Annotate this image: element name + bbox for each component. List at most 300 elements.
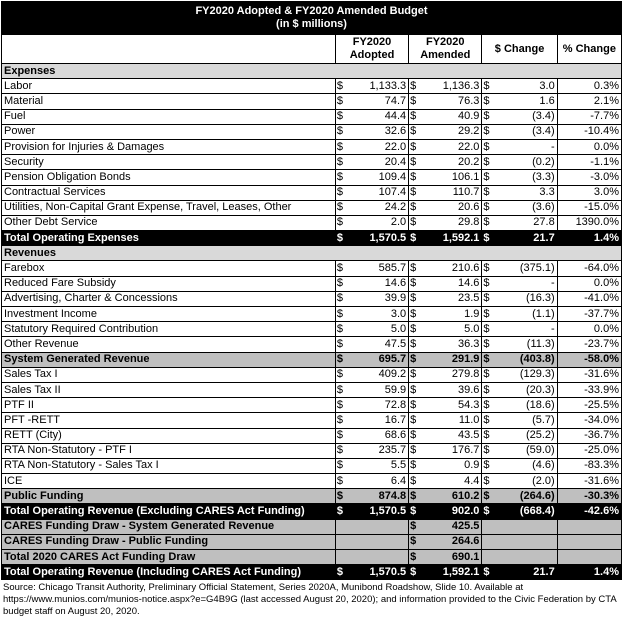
row-label: Other Revenue bbox=[2, 337, 336, 352]
adopted-value: 59.9 bbox=[349, 382, 409, 397]
pct-change-value: 3.0% bbox=[557, 185, 621, 200]
amended-value: 279.8 bbox=[422, 367, 482, 382]
currency-symbol: $ bbox=[482, 215, 495, 230]
change-value: (3.3) bbox=[495, 170, 557, 185]
amended-value: 5.0 bbox=[422, 322, 482, 337]
row-label: Provision for Injuries & Damages bbox=[2, 139, 336, 154]
row-label: System Generated Revenue bbox=[2, 352, 336, 367]
expense-row bbox=[2, 109, 622, 124]
currency-symbol: $ bbox=[482, 337, 495, 352]
amended-value: 291.9 bbox=[422, 352, 482, 367]
change-value: (375.1) bbox=[495, 261, 557, 276]
currency-symbol: $ bbox=[335, 428, 348, 443]
header-amended: FY2020 Amended bbox=[409, 35, 482, 64]
amended-value: 39.6 bbox=[422, 382, 482, 397]
pct-change-value: -33.9% bbox=[557, 382, 621, 397]
currency-symbol: $ bbox=[409, 94, 422, 109]
currency-symbol: $ bbox=[482, 428, 495, 443]
revenue-row bbox=[2, 443, 622, 458]
total-revenue-including-cares-row bbox=[2, 565, 622, 580]
change-value: 3.3 bbox=[495, 185, 557, 200]
revenue-row bbox=[2, 367, 622, 382]
currency-symbol: $ bbox=[482, 185, 495, 200]
cares-public-funding-row bbox=[2, 534, 622, 549]
currency-symbol: $ bbox=[482, 79, 495, 94]
currency-symbol: $ bbox=[335, 382, 348, 397]
currency-symbol bbox=[482, 519, 495, 534]
amended-value: 610.2 bbox=[422, 489, 482, 504]
amended-value: 76.3 bbox=[422, 94, 482, 109]
revenue-row bbox=[2, 291, 622, 306]
pct-change-value: 0.0% bbox=[557, 139, 621, 154]
currency-symbol: $ bbox=[409, 534, 422, 549]
currency-symbol: $ bbox=[482, 109, 495, 124]
currency-symbol: $ bbox=[482, 398, 495, 413]
adopted-value: 20.4 bbox=[349, 155, 409, 170]
currency-symbol: $ bbox=[409, 124, 422, 139]
change-value: 1.6 bbox=[495, 94, 557, 109]
row-label: Labor bbox=[2, 79, 336, 94]
expense-row bbox=[2, 94, 622, 109]
amended-value: 176.7 bbox=[422, 443, 482, 458]
currency-symbol: $ bbox=[482, 413, 495, 428]
currency-symbol: $ bbox=[409, 367, 422, 382]
change-value: (2.0) bbox=[495, 474, 557, 489]
expense-row bbox=[2, 155, 622, 170]
currency-symbol: $ bbox=[482, 474, 495, 489]
currency-symbol: $ bbox=[409, 276, 422, 291]
currency-symbol: $ bbox=[482, 352, 495, 367]
pct-change-value: 0.3% bbox=[557, 79, 621, 94]
adopted-value: 22.0 bbox=[349, 139, 409, 154]
change-value: - bbox=[495, 276, 557, 291]
row-label: Advertising, Charter & Concessions bbox=[2, 291, 336, 306]
row-label: PFT -RETT bbox=[2, 413, 336, 428]
currency-symbol: $ bbox=[335, 322, 348, 337]
pct-change-value: -34.0% bbox=[557, 413, 621, 428]
adopted-value: 32.6 bbox=[349, 124, 409, 139]
amended-value: 43.5 bbox=[422, 428, 482, 443]
adopted-value: 1,133.3 bbox=[349, 79, 409, 94]
revenue-row bbox=[2, 261, 622, 276]
currency-symbol: $ bbox=[409, 337, 422, 352]
currency-symbol: $ bbox=[409, 79, 422, 94]
source-note: Source: Chicago Transit Authority, Preliminary Official Statement, Series 2020A, Munibond Roadshow, Slide 10. Available at https://www.munios.com/munios-notice.aspx?e=G4B9G (last accessed August 20, 2020); and information provided to the Civic Federation by CTA budget staff on August 20, 2020. bbox=[3, 582, 617, 618]
currency-symbol bbox=[482, 550, 495, 565]
row-label: Statutory Required Contribution bbox=[2, 322, 336, 337]
row-label: Farebox bbox=[2, 261, 336, 276]
currency-symbol: $ bbox=[409, 307, 422, 322]
adopted-value: 1,570.5 bbox=[349, 565, 409, 580]
revenues-section-header-label: Revenues bbox=[2, 246, 622, 261]
currency-symbol: $ bbox=[409, 519, 422, 534]
currency-symbol: $ bbox=[482, 276, 495, 291]
change-value: (403.8) bbox=[495, 352, 557, 367]
header-pct-change: % Change bbox=[557, 35, 621, 64]
currency-symbol: $ bbox=[409, 565, 422, 580]
change-value: - bbox=[495, 322, 557, 337]
change-value bbox=[495, 519, 557, 534]
expense-row bbox=[2, 185, 622, 200]
change-value: 21.7 bbox=[495, 565, 557, 580]
pct-change-value: -37.7% bbox=[557, 307, 621, 322]
adopted-value bbox=[349, 550, 409, 565]
currency-symbol: $ bbox=[482, 139, 495, 154]
currency-symbol: $ bbox=[335, 489, 348, 504]
amended-value: 1,136.3 bbox=[422, 79, 482, 94]
header-blank bbox=[2, 35, 336, 64]
currency-symbol: $ bbox=[409, 550, 422, 565]
adopted-value bbox=[349, 519, 409, 534]
amended-value: 106.1 bbox=[422, 170, 482, 185]
change-value: (20.3) bbox=[495, 382, 557, 397]
adopted-value: 1,570.5 bbox=[349, 231, 409, 246]
currency-symbol: $ bbox=[409, 382, 422, 397]
currency-symbol: $ bbox=[482, 443, 495, 458]
currency-symbol: $ bbox=[482, 94, 495, 109]
revenues-section-header bbox=[2, 246, 622, 261]
title-line-2: (in $ millions) bbox=[276, 18, 347, 30]
adopted-value: 44.4 bbox=[349, 109, 409, 124]
pct-change-value: 0.0% bbox=[557, 322, 621, 337]
change-value: (0.2) bbox=[495, 155, 557, 170]
row-label: Contractual Services bbox=[2, 185, 336, 200]
currency-symbol: $ bbox=[409, 352, 422, 367]
currency-symbol: $ bbox=[335, 291, 348, 306]
change-value: - bbox=[495, 139, 557, 154]
pct-change-value: -83.3% bbox=[557, 458, 621, 473]
pct-change-value: -25.5% bbox=[557, 398, 621, 413]
currency-symbol: $ bbox=[409, 458, 422, 473]
currency-symbol: $ bbox=[335, 79, 348, 94]
adopted-value: 3.0 bbox=[349, 307, 409, 322]
currency-symbol: $ bbox=[482, 367, 495, 382]
amended-value: 23.5 bbox=[422, 291, 482, 306]
change-value: (16.3) bbox=[495, 291, 557, 306]
amended-value: 1.9 bbox=[422, 307, 482, 322]
amended-value: 14.6 bbox=[422, 276, 482, 291]
pct-change-value: -58.0% bbox=[557, 352, 621, 367]
amended-value: 29.2 bbox=[422, 124, 482, 139]
currency-symbol: $ bbox=[482, 489, 495, 504]
revenue-row bbox=[2, 413, 622, 428]
revenue-row bbox=[2, 458, 622, 473]
pct-change-value: 1390.0% bbox=[557, 215, 621, 230]
row-label: RTA Non-Statutory - PTF I bbox=[2, 443, 336, 458]
change-value: (4.6) bbox=[495, 458, 557, 473]
adopted-value: 1,570.5 bbox=[349, 504, 409, 519]
currency-symbol: $ bbox=[409, 322, 422, 337]
row-label: Total Operating Revenue (Excluding CARES Act Funding) bbox=[2, 504, 336, 519]
amended-value: 210.6 bbox=[422, 261, 482, 276]
row-label: Security bbox=[2, 155, 336, 170]
currency-symbol: $ bbox=[409, 170, 422, 185]
pct-change-value bbox=[557, 519, 621, 534]
amended-value: 902.0 bbox=[422, 504, 482, 519]
row-label: ICE bbox=[2, 474, 336, 489]
amended-value: 29.8 bbox=[422, 215, 482, 230]
adopted-value: 5.5 bbox=[349, 458, 409, 473]
currency-symbol: $ bbox=[335, 155, 348, 170]
currency-symbol: $ bbox=[335, 352, 348, 367]
currency-symbol: $ bbox=[335, 231, 348, 246]
currency-symbol: $ bbox=[335, 109, 348, 124]
amended-value: 425.5 bbox=[422, 519, 482, 534]
currency-symbol: $ bbox=[482, 382, 495, 397]
header-adopted: FY2020 Adopted bbox=[335, 35, 408, 64]
expense-row bbox=[2, 200, 622, 215]
expense-row bbox=[2, 170, 622, 185]
adopted-value: 6.4 bbox=[349, 474, 409, 489]
pct-change-value: 2.1% bbox=[557, 94, 621, 109]
currency-symbol: $ bbox=[335, 124, 348, 139]
adopted-value: 109.4 bbox=[349, 170, 409, 185]
amended-value: 40.9 bbox=[422, 109, 482, 124]
currency-symbol: $ bbox=[409, 109, 422, 124]
currency-symbol bbox=[335, 534, 348, 549]
currency-symbol: $ bbox=[409, 185, 422, 200]
total-operating-expenses-row bbox=[2, 231, 622, 246]
adopted-value: 39.9 bbox=[349, 291, 409, 306]
change-value: (18.6) bbox=[495, 398, 557, 413]
adopted-value bbox=[349, 534, 409, 549]
currency-symbol: $ bbox=[335, 398, 348, 413]
currency-symbol: $ bbox=[482, 322, 495, 337]
expense-row bbox=[2, 139, 622, 154]
change-value: (1.1) bbox=[495, 307, 557, 322]
currency-symbol: $ bbox=[335, 458, 348, 473]
change-value: (5.7) bbox=[495, 413, 557, 428]
currency-symbol: $ bbox=[482, 458, 495, 473]
change-value: (668.4) bbox=[495, 504, 557, 519]
amended-value: 4.4 bbox=[422, 474, 482, 489]
column-header-row bbox=[2, 35, 622, 64]
currency-symbol: $ bbox=[335, 565, 348, 580]
currency-symbol bbox=[335, 550, 348, 565]
amended-value: 20.6 bbox=[422, 200, 482, 215]
currency-symbol: $ bbox=[482, 155, 495, 170]
cares-system-generated-row bbox=[2, 519, 622, 534]
amended-value: 22.0 bbox=[422, 139, 482, 154]
pct-change-value: -31.6% bbox=[557, 474, 621, 489]
public-funding-row bbox=[2, 489, 622, 504]
currency-symbol: $ bbox=[335, 261, 348, 276]
amended-value: 110.7 bbox=[422, 185, 482, 200]
row-label: Sales Tax I bbox=[2, 367, 336, 382]
pct-change-value: -41.0% bbox=[557, 291, 621, 306]
currency-symbol: $ bbox=[409, 504, 422, 519]
amended-value: 54.3 bbox=[422, 398, 482, 413]
change-value: (3.4) bbox=[495, 124, 557, 139]
row-label: Public Funding bbox=[2, 489, 336, 504]
adopted-value: 409.2 bbox=[349, 367, 409, 382]
adopted-value: 68.6 bbox=[349, 428, 409, 443]
amended-value: 264.6 bbox=[422, 534, 482, 549]
adopted-value: 14.6 bbox=[349, 276, 409, 291]
row-label: PTF II bbox=[2, 398, 336, 413]
row-label: Reduced Fare Subsidy bbox=[2, 276, 336, 291]
pct-change-value: -10.4% bbox=[557, 124, 621, 139]
currency-symbol: $ bbox=[482, 307, 495, 322]
pct-change-value: -3.0% bbox=[557, 170, 621, 185]
currency-symbol: $ bbox=[409, 231, 422, 246]
pct-change-value: -23.7% bbox=[557, 337, 621, 352]
adopted-value: 16.7 bbox=[349, 413, 409, 428]
currency-symbol: $ bbox=[335, 367, 348, 382]
pct-change-value: 0.0% bbox=[557, 276, 621, 291]
table-title bbox=[2, 2, 622, 35]
currency-symbol: $ bbox=[335, 443, 348, 458]
change-value: 3.0 bbox=[495, 79, 557, 94]
currency-symbol: $ bbox=[409, 200, 422, 215]
row-label: CARES Funding Draw - Public Funding bbox=[2, 534, 336, 549]
change-value bbox=[495, 550, 557, 565]
row-label: Total 2020 CARES Act Funding Draw bbox=[2, 550, 336, 565]
currency-symbol bbox=[335, 519, 348, 534]
change-value: 21.7 bbox=[495, 231, 557, 246]
expense-row bbox=[2, 124, 622, 139]
cares-total-row bbox=[2, 550, 622, 565]
amended-value: 1,592.1 bbox=[422, 565, 482, 580]
expenses-section-header bbox=[2, 64, 622, 79]
currency-symbol: $ bbox=[409, 443, 422, 458]
row-label: Utilities, Non-Capital Grant Expense, Travel, Leases, Other bbox=[2, 200, 336, 215]
row-label: Fuel bbox=[2, 109, 336, 124]
currency-symbol: $ bbox=[335, 215, 348, 230]
currency-symbol: $ bbox=[335, 170, 348, 185]
currency-symbol: $ bbox=[482, 504, 495, 519]
pct-change-value: -36.7% bbox=[557, 428, 621, 443]
currency-symbol: $ bbox=[409, 261, 422, 276]
currency-symbol: $ bbox=[409, 139, 422, 154]
currency-symbol: $ bbox=[335, 413, 348, 428]
total-revenue-excluding-cares-row bbox=[2, 504, 622, 519]
pct-change-value bbox=[557, 550, 621, 565]
pct-change-value: -7.7% bbox=[557, 109, 621, 124]
row-label: Pension Obligation Bonds bbox=[2, 170, 336, 185]
revenue-row bbox=[2, 276, 622, 291]
pct-change-value: -64.0% bbox=[557, 261, 621, 276]
currency-symbol: $ bbox=[335, 474, 348, 489]
change-value: (264.6) bbox=[495, 489, 557, 504]
row-label: Investment Income bbox=[2, 307, 336, 322]
system-generated-revenue-row bbox=[2, 352, 622, 367]
amended-value: 20.2 bbox=[422, 155, 482, 170]
currency-symbol: $ bbox=[335, 94, 348, 109]
row-label: CARES Funding Draw - System Generated Revenue bbox=[2, 519, 336, 534]
budget-table bbox=[1, 1, 622, 580]
currency-symbol: $ bbox=[409, 489, 422, 504]
expense-row bbox=[2, 215, 622, 230]
expense-row bbox=[2, 79, 622, 94]
currency-symbol: $ bbox=[409, 291, 422, 306]
currency-symbol: $ bbox=[335, 139, 348, 154]
adopted-value: 74.7 bbox=[349, 94, 409, 109]
currency-symbol: $ bbox=[335, 200, 348, 215]
amended-value: 0.9 bbox=[422, 458, 482, 473]
currency-symbol: $ bbox=[335, 185, 348, 200]
currency-symbol: $ bbox=[409, 474, 422, 489]
adopted-value: 47.5 bbox=[349, 337, 409, 352]
table-title-row bbox=[2, 2, 622, 35]
adopted-value: 107.4 bbox=[349, 185, 409, 200]
revenue-row bbox=[2, 428, 622, 443]
currency-symbol: $ bbox=[482, 291, 495, 306]
amended-value: 1,592.1 bbox=[422, 231, 482, 246]
header-change: $ Change bbox=[482, 35, 557, 64]
currency-symbol: $ bbox=[335, 337, 348, 352]
change-value: (25.2) bbox=[495, 428, 557, 443]
revenue-row bbox=[2, 382, 622, 397]
currency-symbol: $ bbox=[335, 307, 348, 322]
row-label: RTA Non-Statutory - Sales Tax I bbox=[2, 458, 336, 473]
adopted-value: 24.2 bbox=[349, 200, 409, 215]
pct-change-value: 1.4% bbox=[557, 231, 621, 246]
currency-symbol: $ bbox=[482, 261, 495, 276]
title-line-1: FY2020 Adopted & FY2020 Amended Budget bbox=[195, 5, 428, 17]
change-value: (129.3) bbox=[495, 367, 557, 382]
pct-change-value: -42.6% bbox=[557, 504, 621, 519]
revenue-row bbox=[2, 398, 622, 413]
pct-change-value bbox=[557, 534, 621, 549]
adopted-value: 585.7 bbox=[349, 261, 409, 276]
adopted-value: 72.8 bbox=[349, 398, 409, 413]
adopted-value: 695.7 bbox=[349, 352, 409, 367]
pct-change-value: -25.0% bbox=[557, 443, 621, 458]
change-value: (3.6) bbox=[495, 200, 557, 215]
revenue-row bbox=[2, 474, 622, 489]
currency-symbol bbox=[482, 534, 495, 549]
budget-table-container bbox=[1, 1, 622, 618]
row-label: Material bbox=[2, 94, 336, 109]
amended-value: 11.0 bbox=[422, 413, 482, 428]
adopted-value: 874.8 bbox=[349, 489, 409, 504]
currency-symbol: $ bbox=[482, 124, 495, 139]
row-label: Total Operating Expenses bbox=[2, 231, 336, 246]
currency-symbol: $ bbox=[482, 231, 495, 246]
row-label: RETT (City) bbox=[2, 428, 336, 443]
row-label: Total Operating Revenue (Including CARES Act Funding) bbox=[2, 565, 336, 580]
adopted-value: 235.7 bbox=[349, 443, 409, 458]
revenue-row bbox=[2, 307, 622, 322]
change-value bbox=[495, 534, 557, 549]
amended-value: 690.1 bbox=[422, 550, 482, 565]
currency-symbol: $ bbox=[335, 276, 348, 291]
revenue-row bbox=[2, 337, 622, 352]
currency-symbol: $ bbox=[409, 428, 422, 443]
pct-change-value: 1.4% bbox=[557, 565, 621, 580]
currency-symbol: $ bbox=[482, 200, 495, 215]
row-label: Power bbox=[2, 124, 336, 139]
row-label: Sales Tax II bbox=[2, 382, 336, 397]
pct-change-value: -31.6% bbox=[557, 367, 621, 382]
change-value: (3.4) bbox=[495, 109, 557, 124]
pct-change-value: -1.1% bbox=[557, 155, 621, 170]
adopted-value: 2.0 bbox=[349, 215, 409, 230]
currency-symbol: $ bbox=[409, 215, 422, 230]
currency-symbol: $ bbox=[482, 565, 495, 580]
adopted-value: 5.0 bbox=[349, 322, 409, 337]
currency-symbol: $ bbox=[409, 398, 422, 413]
change-value: (11.3) bbox=[495, 337, 557, 352]
currency-symbol: $ bbox=[482, 170, 495, 185]
currency-symbol: $ bbox=[409, 155, 422, 170]
expenses-section-header-label: Expenses bbox=[2, 64, 622, 79]
row-label: Other Debt Service bbox=[2, 215, 336, 230]
change-value: 27.8 bbox=[495, 215, 557, 230]
currency-symbol: $ bbox=[409, 413, 422, 428]
currency-symbol: $ bbox=[335, 504, 348, 519]
